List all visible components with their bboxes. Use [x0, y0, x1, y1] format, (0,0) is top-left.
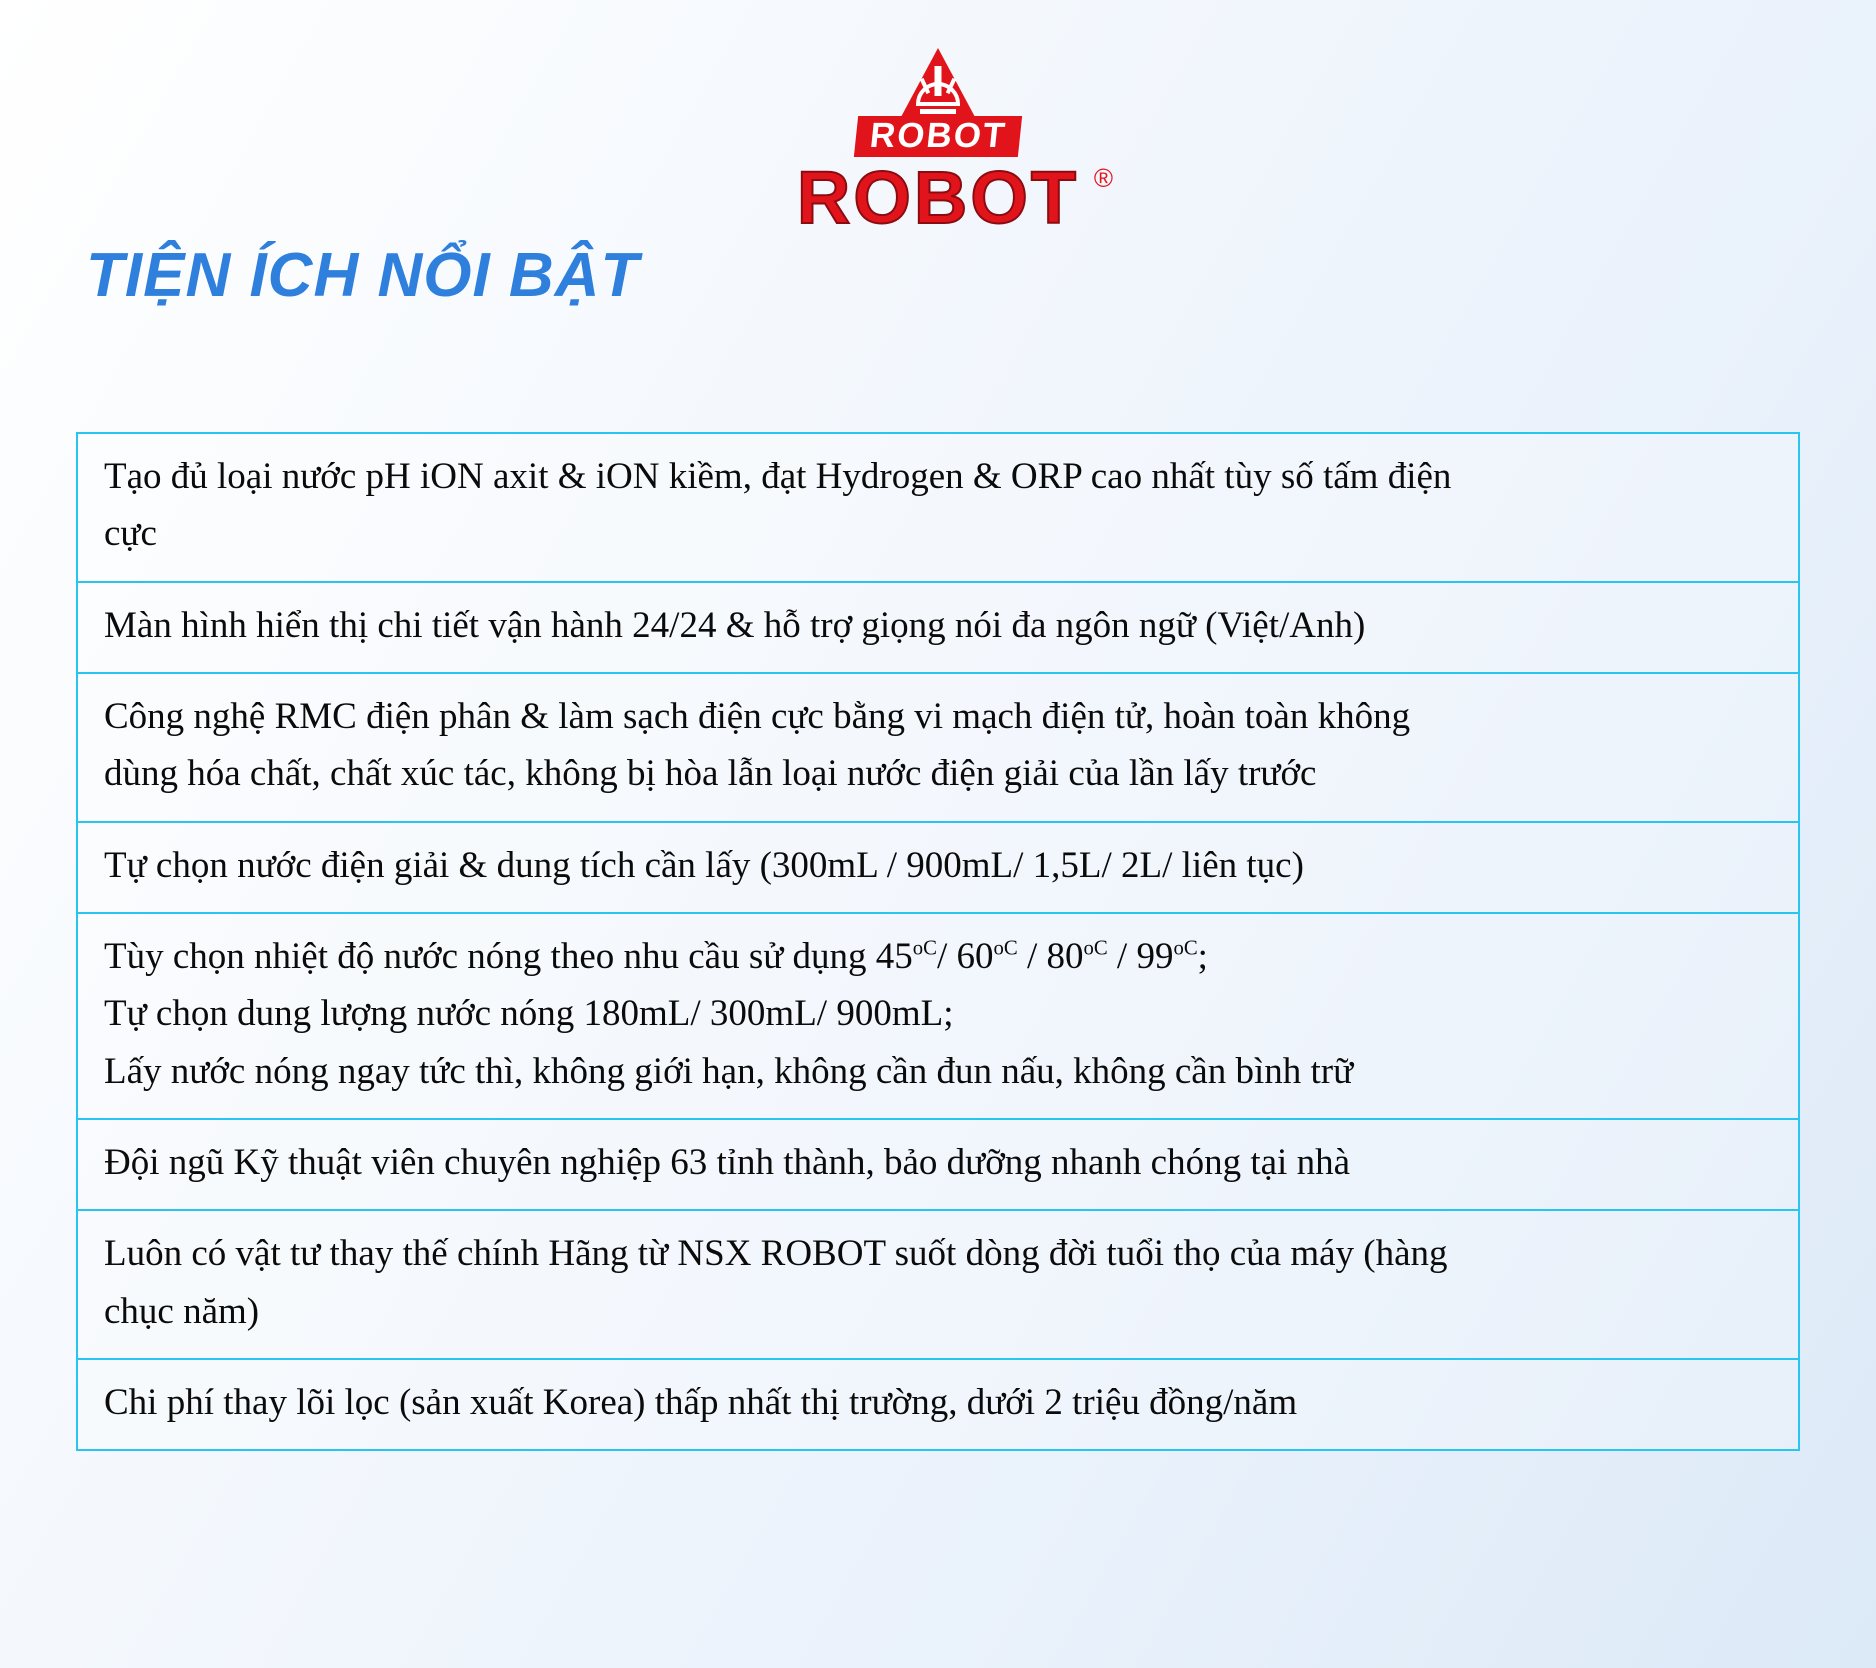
feature-cell [77, 433, 1799, 582]
feature-cell [77, 1210, 1799, 1359]
registered-trademark-icon: ® [1093, 163, 1114, 193]
feature-line: Công nghệ RMC điện phân & làm sạch điện cực bằng vi mạch điện tử, hoàn toàn không [104, 696, 1411, 738]
feature-cell [77, 582, 1799, 673]
feature-line: Chi phí thay lõi lọc (sản xuất Korea) thấp nhất thị trường, dưới 2 triệu đồng/năm [104, 1382, 1298, 1424]
feature-cell [77, 673, 1799, 822]
logo-wordmark: ROBOT [796, 156, 1080, 239]
features-table [76, 432, 1800, 1451]
feature-line: Tự chọn dung lượng nước nóng 180mL/ 300mL/ 900mL; [104, 993, 954, 1035]
feature-cell [77, 822, 1799, 913]
feature-cell [77, 1119, 1799, 1210]
feature-cell [77, 1359, 1799, 1450]
table-row [77, 1210, 1799, 1359]
feature-line: Lấy nước nóng ngay tức thì, không giới hạn, không cần đun nấu, không cần bình trữ [104, 1050, 1354, 1092]
table-row [77, 1359, 1799, 1450]
feature-line: Luôn có vật tư thay thế chính Hãng từ NSX ROBOT suốt dòng đời tuổi thọ của máy (hàng [104, 1233, 1448, 1275]
feature-line: Tùy chọn nhiệt độ nước nóng theo nhu cầu sử dụng $45^{oC}/$ $60^{oC} / 80^{oC} / 99^{oC}$; [104, 936, 1208, 978]
logo-word-top: ROBOT [854, 116, 1023, 157]
feature-line: Đội ngũ Kỹ thuật viên chuyên nghiệp 63 tỉnh thành, bảo dưỡng nhanh chóng tại nhà [104, 1142, 1351, 1184]
table-row [77, 822, 1799, 913]
feature-cell [77, 913, 1799, 1119]
table-row [77, 433, 1799, 582]
brand-logo [0, 46, 1876, 239]
feature-line: cực [104, 513, 157, 555]
table-row [77, 913, 1799, 1119]
features-table-body [77, 433, 1799, 1450]
feature-line: Tạo đủ loại nước pH iON axit & iON kiềm, đạt Hydrogen & ORP cao nhất tùy số tấm điện [104, 456, 1452, 497]
table-row [77, 582, 1799, 673]
table-row [77, 673, 1799, 822]
table-row [77, 1119, 1799, 1210]
feature-line: chục năm) [104, 1290, 260, 1332]
page-title: TIỆN ÍCH NỔI BẬT [86, 241, 640, 310]
feature-line: Màn hình hiển thị chi tiết vận hành 24/24 & hỗ trợ giọng nói đa ngôn ngữ (Việt/Anh) [104, 604, 1366, 646]
feature-line: dùng hóa chất, chất xúc tác, không bị hòa lẫn loại nước điện giải của lần lấy trước [104, 753, 1317, 795]
feature-line: Tự chọn nước điện giải & dung tích cần lấy (300mL / 900mL/ 1,5L/ 2L/ liên tục) [104, 844, 1304, 886]
